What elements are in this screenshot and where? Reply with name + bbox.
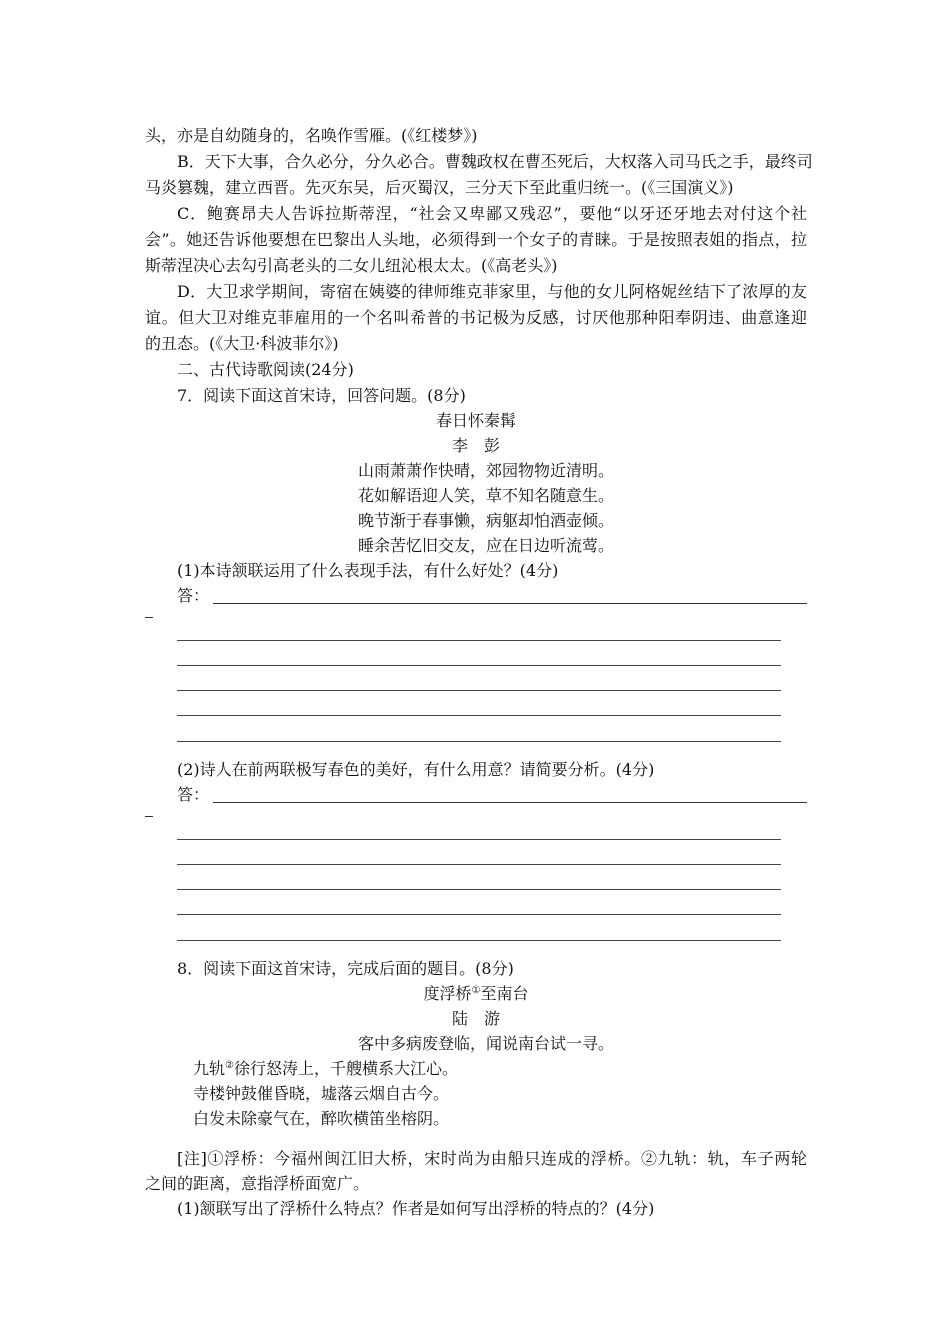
poem-1-author: 李 彭 [451,436,500,455]
answer-line[interactable] [177,914,781,915]
option-b-line-2: 马炎篡魏，建立西晋。先灭东吴，后灭蜀汉，三分天下至此重归统一。(《三国演义》) [145,178,734,197]
option-d-line-1: D．大卫求学期间，寄宿在姨婆的律师维克菲家里，与他的女儿阿格妮丝结下了浓厚的友 [177,282,807,301]
answer-line[interactable] [177,889,781,890]
answer-line[interactable] [177,839,781,840]
poem-1-title: 春日怀秦髯 [435,411,516,430]
poem-2-title: 度浮桥①至南台 [423,984,529,1003]
answer-line[interactable] [177,665,781,666]
section-heading: 二、古代诗歌阅读(24分) [177,360,354,379]
answer-line[interactable] [213,603,807,604]
poem-1-line-4: 睡余苦忆旧交友，应在日边听流莺。 [358,536,615,555]
option-b-line-1: B．天下大事，合久必分，分久必合。曹魏政权在曹丕死后，大权落入司马氏之手，最终司 [177,152,813,171]
question-8: 8．阅读下面这首宋诗，完成后面的题目。(8分) [177,959,514,978]
poem-2-line-1: 客中多病废登临，闻说南台试一寻。 [358,1034,615,1053]
answer-row-7-2[interactable] [177,784,807,806]
note-line-1: [注]①浮桥：今福州闽江旧大桥，宋时尚为由船只连成的浮桥。②九轨：轨，车子两轮 [177,1149,807,1168]
answer-label: 答： [177,586,210,605]
answer-line[interactable] [177,864,781,865]
question-7: 7．阅读下面这首宋诗，回答问题。(8分) [177,386,466,405]
footnote-marker: ② [225,1060,234,1071]
option-d-line-3: 的丑态。(《大卫·科波菲尔》) [145,334,339,353]
option-c-line-2: 会”。她还告诉他要想在巴黎出人头地，必须得到一个女子的青睐。于是按照表姐的指点，拉 [145,230,807,249]
poem-1-line-3: 晚节渐于春事懒，病躯却怕酒壶倾。 [358,511,615,530]
answer-row-7-1[interactable] [177,585,807,607]
line-dash [145,617,153,618]
poem-2-author: 陆 游 [451,1009,500,1028]
poem-1-line-2: 花如解语迎人笑，草不知名随意生。 [358,486,615,505]
answer-line[interactable] [177,640,781,641]
answer-line[interactable] [177,741,781,742]
question-8-1: (1)颔联写出了浮桥什么特点？作者是如何写出浮桥的特点的？(4分) [177,1199,655,1218]
line-dash [145,816,153,817]
answer-label: 答： [177,785,210,804]
answer-line[interactable] [177,940,781,941]
poem-2-line-2: 九轨②徐行怒涛上，千艘横系大江心。 [193,1059,458,1078]
poem-2-line-4: 白发未除豪气在，醉吹横笛坐榕阴。 [193,1109,450,1128]
option-c-line-3: 斯蒂涅决心去勾引高老头的二女儿纽沁根太太。(《高老头》) [145,256,558,275]
question-7-2: (2)诗人在前两联极写春色的美好，有什么用意？请简要分析。(4分) [177,760,655,779]
answer-line[interactable] [177,690,781,691]
question-7-1: (1)本诗颔联运用了什么表现手法，有什么好处？(4分) [177,561,559,580]
poem-1-line-1: 山雨萧萧作快晴，郊园物物近清明。 [358,461,615,480]
answer-line[interactable] [213,802,807,803]
poem-2-line-3: 寺楼钟鼓催昏晓，墟落云烟自古今。 [193,1084,450,1103]
footnote-marker: ① [471,985,481,996]
option-c-line-1: C．鲍赛昂夫人告诉拉斯蒂涅，“社会又卑鄙又残忍”，要他“以牙还牙地去对付这个社 [177,204,807,223]
note-line-2: 之间的距离，意指浮桥面宽广。 [145,1174,370,1193]
answer-line[interactable] [177,715,781,716]
option-a-tail: 头，亦是自幼随身的，名唤作雪雁。(《红楼梦》) [145,126,478,145]
option-d-line-2: 谊。但大卫对维克菲雇用的一个名叫希普的书记极为反感，讨厌他那种阳奉阴违、曲意逢迎 [145,308,807,327]
